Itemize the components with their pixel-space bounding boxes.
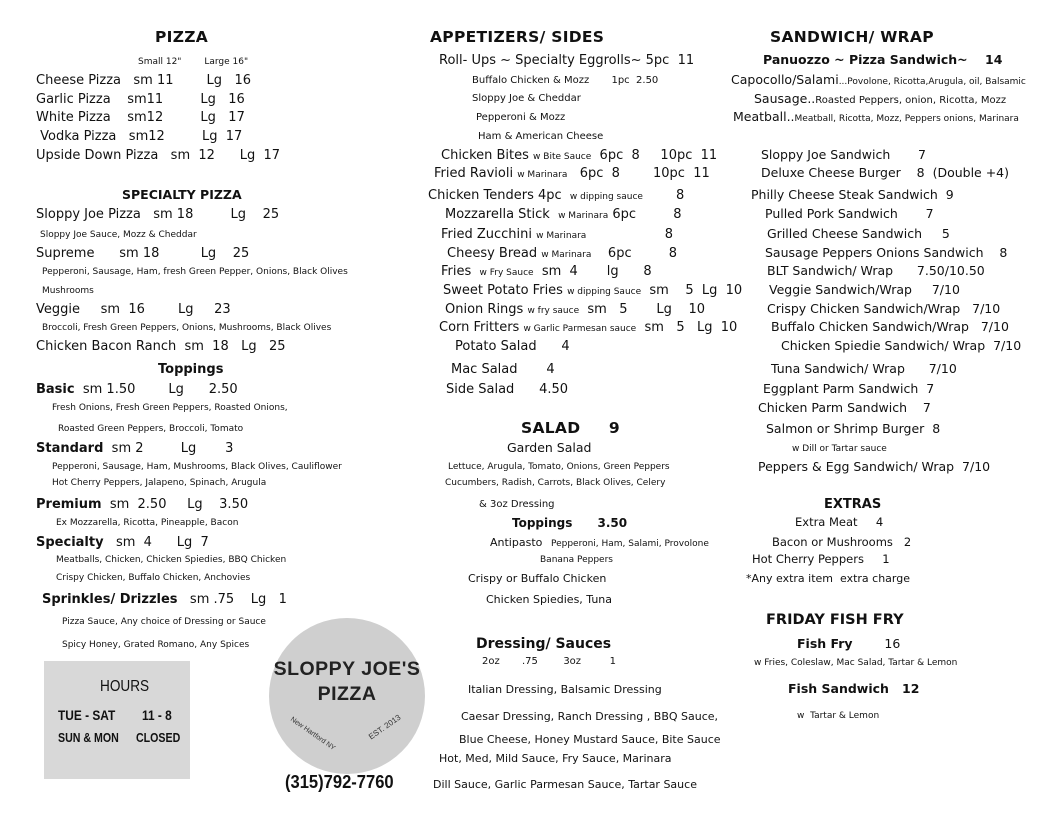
rollup-type: Pepperoni & Mozz (476, 112, 566, 123)
menu-item: Mac Salad 4 (451, 362, 555, 377)
menu-item: Crispy or Buffalo Chicken (468, 572, 607, 585)
topping-tier-label: Basic (36, 382, 75, 397)
topping-tier-label: Sprinkles/ Drizzles (42, 592, 178, 607)
dressing-heading: Dressing/ Sauces (476, 636, 612, 652)
salad-heading: SALAD 9 (521, 419, 620, 437)
fish-fry-heading: FRIDAY FISH FRY (766, 612, 904, 628)
menu-item: Roll- Ups ~ Specialty Eggrolls~ 5pc 11 (439, 53, 695, 68)
menu-item: Salmon or Shrimp Burger 8 (766, 421, 941, 436)
menu-item: Deluxe Cheese Burger 8 (Double +4) (761, 165, 1010, 180)
menu-item: Eggplant Parm Sandwich 7 (763, 381, 935, 396)
dressing-list: Hot, Med, Mild Sauce, Fry Sauce, Marinara (439, 752, 672, 765)
menu-item: Upside Down Pizza sm 12 Lg 17 (36, 148, 281, 163)
menu-item: Sweet Potato Fries w dipping Sauce sm 5 Lg 10 (443, 283, 743, 298)
menu-item: Bacon or Mushrooms 2 (772, 535, 912, 549)
item-description: Fresh Onions, Fresh Green Peppers, Roasted Onions, (52, 403, 288, 413)
item-description: Banana Peppers (540, 555, 613, 565)
menu-item: Potato Salad 4 (455, 339, 570, 354)
item-description: Crispy Chicken, Buffalo Chicken, Anchovies (56, 573, 251, 583)
premium-toppings (36, 498, 248, 511)
item-description: & 3oz Dressing (479, 499, 555, 510)
menu-item: Philly Cheese Steak Sandwich 9 (751, 187, 954, 202)
item-description: Lettuce, Arugula, Tomato, Onions, Green Peppers (448, 462, 670, 472)
hours-time: 11 - 8 (142, 707, 172, 723)
menu-item: Sausage..Roasted Peppers, onion, Ricotta, Mozz (754, 91, 1007, 106)
dressing-list: Dill Sauce, Garlic Parmesan Sauce, Tartar Sauce (433, 778, 697, 791)
topping-tier-price: sm .75 Lg 1 (177, 592, 287, 607)
menu-item: Garlic Pizza sm11 Lg 16 (36, 92, 245, 107)
menu-item: Garden Salad (507, 440, 592, 455)
pizza-sizes: Small 12" Large 16" (138, 57, 249, 67)
menu-item: Peppers & Egg Sandwich/ Wrap 7/10 (758, 459, 991, 474)
basic-toppings (36, 383, 238, 396)
item-description: Cucumbers, Radish, Carrots, Black Olives, Celery (445, 478, 666, 488)
phone-number: (315)792-7760 (285, 772, 394, 792)
menu-item: Buffalo Chicken Sandwich/Wrap 7/10 (771, 319, 1009, 334)
topping-tier-label: Premium (36, 497, 102, 512)
menu-item: Cheesy Bread w Marinara 6pc 8 (447, 246, 678, 261)
standard-toppings (36, 442, 233, 455)
menu-item: Fries w Fry Sauce sm 4 lg 8 (441, 264, 652, 279)
topping-tier-price: sm 2.50 Lg 3.50 (101, 497, 249, 512)
menu-item: Pulled Pork Sandwich 7 (765, 206, 934, 221)
menu-item: Hot Cherry Peppers 1 (752, 552, 890, 566)
item-description: Sloppy Joe Sauce, Mozz & Cheddar (40, 230, 197, 240)
menu-item: White Pizza sm12 Lg 17 (36, 110, 245, 125)
menu-item: Antipasto Pepperoni, Ham, Salami, Provolone (490, 536, 709, 549)
restaurant-logo (269, 618, 425, 774)
pizza-heading: PIZZA (155, 28, 209, 46)
item-description: Pizza Sauce, Any choice of Dressing or Sauce (62, 617, 266, 627)
menu-item: Mozzarella Stick w Marinara 6pc 8 (445, 207, 682, 222)
menu-item: Vodka Pizza sm12 Lg 17 (36, 129, 243, 144)
menu-item: Onion Rings w fry sauce sm 5 Lg 10 (445, 302, 705, 317)
menu-item: Veggie sm 16 Lg 23 (36, 302, 231, 317)
topping-tier-label: Specialty (36, 535, 104, 550)
topping-tier-label: Standard (36, 441, 104, 456)
menu-item: Sausage Peppers Onions Sandwich 8 (765, 245, 1008, 260)
item-description: Ex Mozzarella, Ricotta, Pineapple, Bacon (56, 518, 239, 528)
menu-item: Crispy Chicken Sandwich/Wrap 7/10 (767, 301, 1001, 316)
specialty-toppings (36, 536, 209, 549)
item-description: Hot Cherry Peppers, Jalapeno, Spinach, Arugula (52, 478, 267, 488)
menu-item: Side Salad 4.50 (446, 382, 569, 397)
salad-toppings-heading: Toppings 3.50 (512, 516, 628, 530)
topping-tier-price: sm 2 Lg 3 (103, 441, 234, 456)
sprinkles-drizzles (42, 593, 287, 606)
menu-item: Fried Ravioli w Marinara 6pc 8 10pc 11 (434, 166, 710, 181)
menu-item: Extra Meat 4 (795, 515, 884, 529)
menu-item: Fried Zucchini w Marinara 8 (441, 227, 674, 242)
extras-heading: EXTRAS (824, 497, 882, 512)
menu-item: Chicken Spiedie Sandwich/ Wrap 7/10 (781, 338, 1022, 353)
hours-heading: HOURS (100, 678, 150, 695)
topping-tier-price: sm 1.50 Lg 2.50 (74, 382, 238, 397)
menu-item: Cheese Pizza sm 11 Lg 16 (36, 73, 251, 88)
menu-item: Corn Fritters w Garlic Parmesan sauce sm 5 Lg 10 (439, 320, 738, 335)
logo-line-1: SLOPPY JOE'S (273, 658, 421, 680)
dressing-sizes: 2oz .75 3oz 1 (482, 656, 617, 667)
menu-item: Capocollo/Salami...Povolone, Ricotta,Arugula, oil, Balsamic (731, 72, 1026, 87)
menu-item: Chicken Spiedies, Tuna (486, 593, 613, 606)
menu-item: Grilled Cheese Sandwich 5 (767, 226, 950, 241)
menu-item: Tuna Sandwich/ Wrap 7/10 (771, 361, 957, 376)
toppings-heading: Toppings (158, 362, 224, 377)
hours-days: TUE - SAT (58, 707, 116, 723)
item-description: Broccoli, Fresh Green Peppers, Onions, Mushrooms, Black Olives (42, 323, 332, 333)
rollup-type: Buffalo Chicken & Mozz 1pc 2.50 (472, 75, 659, 86)
hours-box (44, 661, 190, 779)
dressing-list: Blue Cheese, Honey Mustard Sauce, Bite Sauce (459, 733, 721, 746)
logo-established: EST. 2013 (367, 712, 403, 742)
item-description: w Fries, Coleslaw, Mac Salad, Tartar & Lemon (754, 658, 958, 668)
sandwich-heading: SANDWICH/ WRAP (770, 28, 934, 46)
item-description: w Dill or Tartar sauce (792, 444, 887, 454)
menu-item: BLT Sandwich/ Wrap 7.50/10.50 (767, 263, 985, 278)
menu-item: Sloppy Joe Sandwich 7 (761, 147, 927, 162)
rollup-type: Ham & American Cheese (478, 131, 604, 142)
item-description: Pepperoni, Sausage, Ham, fresh Green Pepper, Onions, Black Olives (42, 267, 348, 277)
menu-item: Sloppy Joe Pizza sm 18 Lg 25 (36, 207, 280, 222)
specialty-pizza-heading: SPECIALTY PIZZA (122, 187, 242, 202)
item-description: Pepperoni, Sausage, Ham, Mushrooms, Black Olives, Cauliflower (52, 462, 342, 472)
topping-tier-price: sm 4 Lg 7 (103, 535, 209, 550)
dressing-list: Caesar Dressing, Ranch Dressing , BBQ Sauce, (461, 710, 719, 723)
item-description: Meatballs, Chicken, Chicken Spiedies, BBQ Chicken (56, 555, 287, 565)
menu-item: Veggie Sandwich/Wrap 7/10 (769, 282, 960, 297)
item-description: Roasted Green Peppers, Broccoli, Tomato (58, 424, 244, 434)
menu-item: Chicken Bacon Ranch sm 18 Lg 25 (36, 339, 286, 354)
menu-item: Fish Sandwich 12 (788, 681, 920, 696)
menu-item: Meatball..Meatball, Ricotta, Mozz, Peppers onions, Marinara (733, 109, 1019, 124)
appetizers-heading: APPETIZERS/ SIDES (430, 28, 605, 46)
hours-time: CLOSED (136, 731, 181, 745)
hours-days: SUN & MON (58, 731, 119, 745)
item-description: w Tartar & Lemon (797, 711, 880, 721)
menu-item: Chicken Tenders 4pc w dipping sauce 8 (428, 188, 685, 203)
menu-item: Chicken Parm Sandwich 7 (758, 400, 931, 415)
item-description: Mushrooms (42, 286, 94, 296)
extras-note: *Any extra item extra charge (746, 572, 911, 585)
menu-item: Chicken Bites w Bite Sauce 6pc 8 10pc 11 (441, 148, 718, 163)
dressing-list: Italian Dressing, Balsamic Dressing (468, 683, 662, 696)
rollup-type: Sloppy Joe & Cheddar (472, 93, 581, 104)
item-description: Spicy Honey, Grated Romano, Any Spices (62, 640, 250, 650)
menu-item: Fish Fry 16 (797, 636, 901, 651)
menu-item: Supreme sm 18 Lg 25 (36, 246, 250, 261)
logo-line-2: PIZZA (317, 683, 377, 705)
menu-item: Panuozzo ~ Pizza Sandwich~ 14 (763, 52, 1003, 67)
logo-location: New Hartford NY (288, 716, 337, 753)
